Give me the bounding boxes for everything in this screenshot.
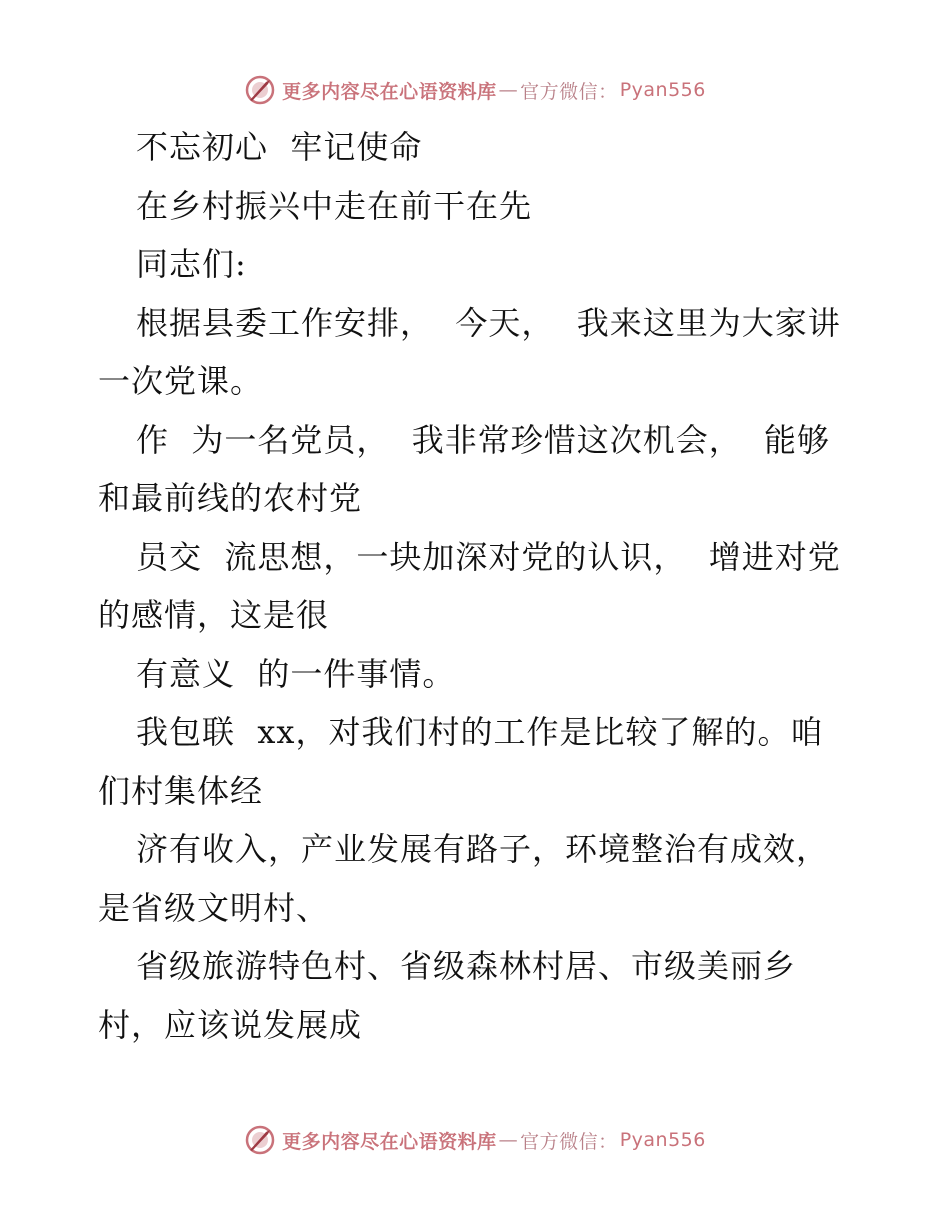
document-body — [98, 118, 858, 1054]
body-line: 作 为一名党员， 我非常珍惜这次机会， 能够 — [136, 420, 831, 459]
body-line: 是省级文明村、 — [98, 888, 330, 927]
header-watermark — [0, 70, 950, 110]
watermark-id: Pyan556 — [619, 79, 706, 101]
footer-watermark — [0, 1120, 950, 1160]
body-line: 我包联 xx，对我们村的工作是比较了解的。咱 — [136, 713, 824, 751]
body-line: 省级旅游特色村、省级森林村居、市级美丽乡 — [136, 947, 797, 985]
watermark-label: 官方微信： — [520, 80, 618, 103]
body-line: 济有收入，产业发展有路子，环境整治有成效， — [136, 830, 830, 868]
body-line: 们村集体经 — [98, 771, 264, 810]
watermark-separator: — — [498, 79, 519, 101]
quill-seal-icon — [244, 74, 276, 106]
body-line: 员交 流思想，一块加深对党的认识， 增进对党 — [136, 537, 841, 576]
watermark-separator: — — [498, 1129, 519, 1151]
watermark-label: 官方微信： — [520, 1130, 618, 1153]
body-line: 村，应该说发展成 — [98, 1005, 363, 1044]
body-line: 有意义 的一件事情。 — [136, 654, 456, 693]
watermark-text: 更多内容尽在心语资料库 — [282, 1130, 497, 1153]
body-line: 同志们: — [136, 245, 247, 283]
body-line: 一次党课。 — [98, 362, 264, 400]
body-line: 的感情，这是很 — [98, 596, 330, 634]
quill-seal-icon — [244, 1124, 276, 1156]
watermark-text: 更多内容尽在心语资料库 — [282, 80, 497, 103]
body-line: 根据县委工作安排， 今天， 我来这里为大家讲 — [136, 303, 841, 342]
body-line: 在乡村振兴中走在前干在先 — [136, 186, 533, 225]
body-line: 和最前线的农村党 — [98, 479, 363, 517]
body-line: 不忘初心 牢记使命 — [136, 128, 423, 166]
watermark-id: Pyan556 — [619, 1129, 706, 1151]
